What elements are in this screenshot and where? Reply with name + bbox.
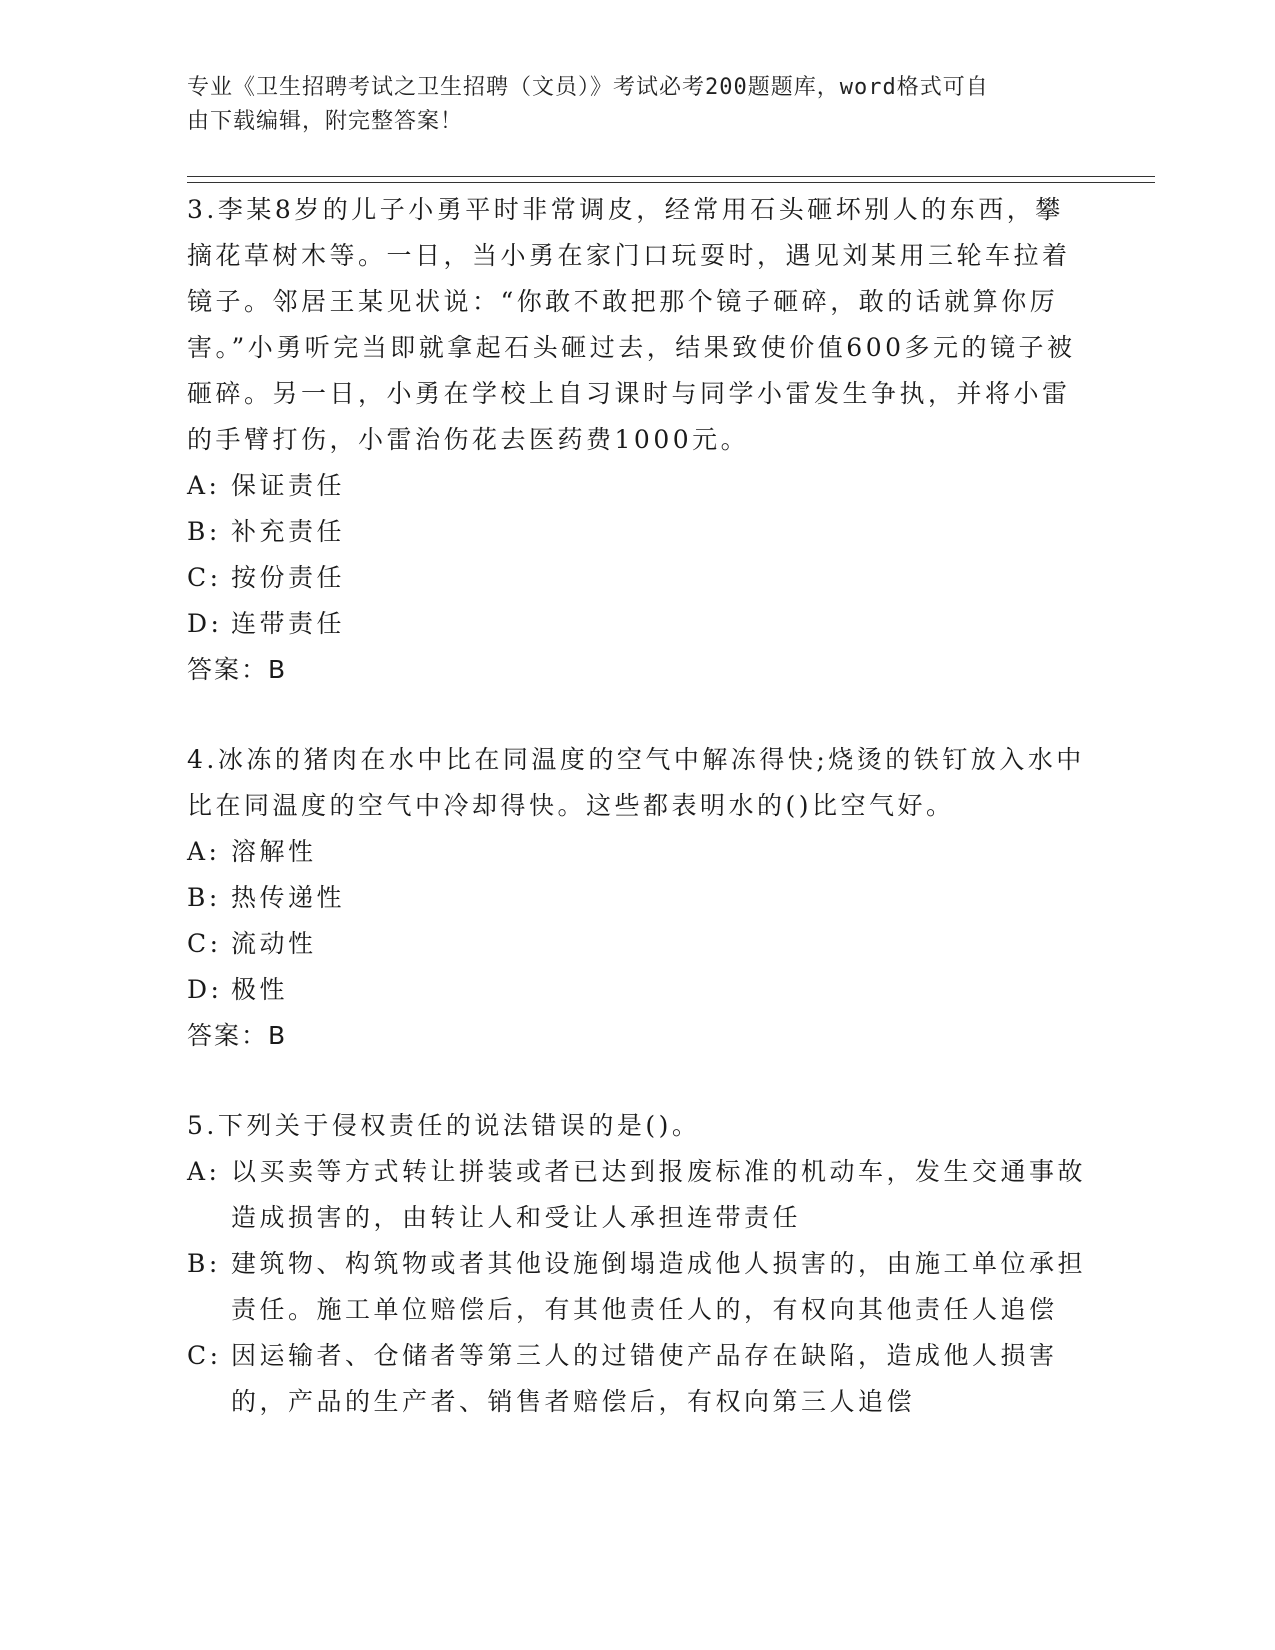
option-a: [187, 829, 1087, 875]
option-b: [187, 875, 1087, 921]
question-text: 5.下列关于侵权责任的说法错误的是()。: [187, 1111, 701, 1140]
option-letter: A:: [187, 1157, 221, 1186]
option-letter: D:: [187, 975, 223, 1004]
option-c: [187, 921, 1087, 967]
option-text: 补充责任: [231, 517, 346, 546]
option-text: 极性: [231, 975, 289, 1004]
header-rule-bottom: [187, 182, 1155, 183]
header-line-2: 由下载编辑，附完整答案！: [187, 109, 464, 134]
question-3: [187, 187, 1087, 693]
option-text: 连带责任: [231, 609, 346, 638]
option-d: [187, 967, 1087, 1013]
spacer: [187, 1059, 1087, 1103]
option-letter: C:: [187, 563, 222, 592]
option-c: [187, 1333, 1087, 1425]
answer-line: 答案：B: [187, 1021, 288, 1050]
spacer: [187, 693, 1087, 737]
option-text: 热传递性: [231, 883, 346, 912]
option-text: 以买卖等方式转让拼装或者已达到报废标准的机动车，发生交通事故造成损害的，由转让人和受让人承担连带责任: [231, 1157, 1087, 1232]
option-letter: C:: [187, 929, 222, 958]
option-letter: B:: [187, 1249, 221, 1278]
question-4: [187, 737, 1087, 1059]
option-letter: A:: [187, 837, 221, 866]
option-text: 建筑物、构筑物或者其他设施倒塌造成他人损害的，由施工单位承担责任。施工单位赔偿后，有其他责任人的，有权向其他责任人追偿: [231, 1249, 1087, 1324]
question-list: [187, 187, 1087, 1425]
option-text: 流动性: [231, 929, 317, 958]
option-text: 因运输者、仓储者等第三人的过错使产品存在缺陷，造成他人损害的，产品的生产者、销售者赔偿后，有权向第三人追偿: [231, 1341, 1058, 1416]
question-5: [187, 1103, 1087, 1425]
document-header: [187, 71, 1067, 139]
option-letter: D:: [187, 609, 223, 638]
option-letter: A:: [187, 471, 221, 500]
option-b: [187, 1241, 1087, 1333]
option-c: [187, 555, 1087, 601]
option-b: [187, 509, 1087, 555]
header-line-1: 专业《卫生招聘考试之卫生招聘（文员）》考试必考200题题库，word格式可自: [187, 75, 989, 100]
option-letter: B:: [187, 517, 221, 546]
option-a: [187, 1149, 1087, 1241]
option-text: 溶解性: [231, 837, 317, 866]
header-rule-top: [187, 176, 1155, 177]
option-letter: C:: [187, 1341, 222, 1370]
option-a: [187, 463, 1087, 509]
question-text: 4.冰冻的猪肉在水中比在同温度的空气中解冻得快;烧烫的铁钉放入水中比在同温度的空气中冷却得快。这些都表明水的()比空气好。: [187, 745, 1085, 820]
option-letter: B:: [187, 883, 221, 912]
option-text: 保证责任: [231, 471, 346, 500]
option-text: 按份责任: [231, 563, 346, 592]
option-d: [187, 601, 1087, 647]
question-text: 3.李某8岁的儿子小勇平时非常调皮，经常用石头砸坏别人的东西，攀摘花草树木等。一日，当小勇在家门口玩耍时，遇见刘某用三轮车拉着镜子。邻居王某见状说：“你敢不敢把那个镜子砸碎，敢的话就算你厉害。”小勇听完当即就拿起石头砸过去，结果致使价值600多元的镜子被砸碎。另一日，小勇在学校上自习课时与同学小雷发生争执，并将小雷的手臂打伤，小雷治伤花去医药费1000元。: [187, 195, 1076, 454]
answer-line: 答案：B: [187, 655, 288, 684]
